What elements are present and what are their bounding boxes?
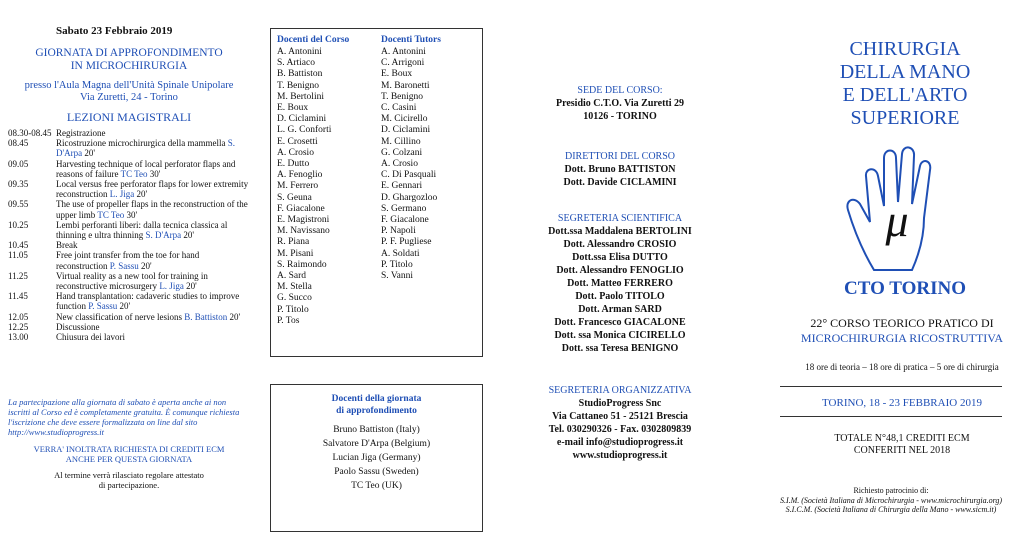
- organizer-line: StudioProgress Snc: [578, 398, 662, 409]
- schedule-speaker: P. Sassu: [109, 260, 139, 271]
- faculty-name: P. Titolo: [277, 304, 309, 315]
- guest-faculty-box: [270, 384, 483, 532]
- segreteria-org-section: [520, 384, 720, 462]
- faculty-name: R. Piana: [277, 237, 310, 248]
- schedule-topic: Break: [56, 240, 78, 251]
- panel-program: [8, 0, 250, 547]
- schedule-duration: 20': [119, 301, 131, 312]
- schedule-row: [8, 220, 250, 240]
- schedule-duration: 20': [136, 189, 148, 200]
- sede-header: SEDE DEL CORSO:: [577, 85, 663, 96]
- segreteria-org-header: SEGRETERIA ORGANIZZATIVA: [548, 385, 692, 396]
- schedule-row: [8, 322, 250, 332]
- faculty-name: L. G. Conforti: [277, 125, 332, 136]
- schedule-time: 08.45: [8, 138, 29, 149]
- schedule-topic: Discussione: [56, 321, 100, 332]
- schedule-time: 12.25: [8, 321, 29, 332]
- schedule-topic: Hand transplantation: cadaveric studies to improve function: [56, 291, 240, 312]
- tutor-name: C. Arrigoni: [381, 58, 425, 69]
- guest-name: Paolo Sassu (Sweden): [334, 467, 419, 477]
- schedule-list: [8, 128, 250, 342]
- guest-name: Bruno Battiston (Italy): [333, 425, 420, 435]
- giornata-header-line1: Docenti della giornata: [331, 394, 422, 404]
- crediti-line2: CONFERITI NEL 2018: [853, 445, 951, 456]
- faculty-box: [270, 28, 483, 357]
- schedule-row: [8, 199, 250, 219]
- schedule-topic: Chiusura dei lavori: [56, 332, 125, 343]
- faculty-name: A. Antonini: [277, 47, 322, 57]
- tutor-name: A. Soldati: [381, 248, 420, 259]
- schedule-time: 13.00: [8, 332, 29, 343]
- schedule-time: 12.05: [8, 311, 29, 322]
- schedule-text: [56, 159, 250, 179]
- schedule-speaker: TC Teo: [120, 168, 148, 179]
- schedule-row: [8, 250, 250, 270]
- schedule-topic: Virtual reality as a new tool for training in reconstructive microsurgery: [56, 270, 208, 292]
- schedule-duration: 20': [186, 281, 197, 292]
- faculty-name: S. Artiaco: [277, 58, 315, 69]
- tutor-name: T. Benigno: [381, 91, 424, 102]
- faculty-name: A. Crosio: [277, 147, 314, 158]
- tutor-name: F. Giacalone: [381, 215, 429, 226]
- segreteria-sci-section: [520, 212, 720, 355]
- title-line: SUPERIORE: [850, 107, 960, 129]
- schedule-text: [56, 199, 250, 219]
- organizer-line: Tel. 030290326 - Fax. 0302809839: [548, 424, 692, 435]
- sede-line1: Presidio C.T.O. Via Zuretti 29: [555, 98, 685, 109]
- docenti-tutors-header: Docenti Tutors: [381, 35, 441, 45]
- ecm-line1: VERRA' INOLTRATA RICHIESTA DI CREDITI ECM: [33, 444, 225, 454]
- event-date: Sabato 23 Febbraio 2019: [56, 25, 173, 37]
- schedule-row: [8, 312, 250, 322]
- tutor-name: M. Cicirello: [381, 114, 428, 125]
- patrocinio-header: Richiesto patrocinio di:: [853, 486, 929, 495]
- tutor-name: P. Titolo: [381, 259, 413, 270]
- faculty-name: A. Fenoglio: [277, 170, 323, 181]
- faculty-name: M. Ferrero: [277, 181, 319, 192]
- certificate-note: [8, 470, 250, 490]
- faculty-name: S. Geuna: [277, 192, 312, 203]
- divider-bottom: [780, 416, 1002, 417]
- cto-torino: CTO TORINO: [844, 278, 966, 299]
- schedule-time: 09.05: [8, 158, 29, 169]
- schedule-time: 11.45: [8, 291, 28, 302]
- schedule-topic: The use of propeller flaps in the reconstruction of the upper limb: [56, 199, 248, 220]
- secretary-name: Dott. ssa Teresa BENIGNO: [561, 343, 679, 354]
- schedule-text: [56, 312, 250, 322]
- tutor-name: E. Gennari: [381, 181, 423, 192]
- direttori-section: [520, 150, 720, 189]
- schedule-topic: Free joint transfer from the toe for hand reconstruction: [56, 250, 200, 271]
- event-title: [8, 47, 250, 73]
- faculty-name: F. Giacalone: [277, 203, 325, 214]
- att-line1: Al termine verrà rilasciato regolare attestato: [54, 470, 204, 480]
- crediti-line1: TOTALE N°48,1 CREDITI ECM: [834, 433, 970, 444]
- att-line2: di partecipazione.: [98, 480, 160, 490]
- course-title: [790, 38, 1020, 130]
- direttori-list: [520, 163, 720, 189]
- segreteria-sci-header: SEGRETERIA SCIENTIFICA: [557, 213, 683, 224]
- event-title-line1: GIORNATA DI APPROFONDIMENTO: [35, 47, 223, 59]
- secretary-name: Dott.ssa Elisa DUTTO: [572, 252, 668, 263]
- schedule-text: [56, 322, 250, 332]
- docenti-corso-list: [277, 47, 331, 327]
- schedule-time: 10.45: [8, 240, 29, 251]
- schedule-time: 11.25: [8, 270, 28, 281]
- schedule-time: 09.35: [8, 179, 29, 190]
- guest-name: Salvatore D'Arpa (Belgium): [322, 439, 431, 449]
- tutor-name: P. Napoli: [381, 226, 416, 237]
- venue-line1: presso l'Aula Magna dell'Unità Spinale Unipolare: [24, 80, 234, 91]
- director-name: Dott. Davide CICLAMINI: [563, 177, 677, 188]
- schedule-text: [56, 271, 250, 291]
- schedule-speaker: L. Jiga: [159, 281, 184, 292]
- schedule-topic: Lembi perforanti liberi: dalla tecnica classica al thinning e ultra thinning: [56, 219, 228, 241]
- secretary-name: Dott. Arman SARD: [578, 304, 662, 315]
- schedule-speaker: S. D'Arpa: [145, 230, 182, 241]
- sede-section: [520, 84, 720, 123]
- schedule-speaker: S. D'Arpa: [56, 138, 236, 159]
- direttori-header: DIRETTORI DEL CORSO: [565, 151, 675, 162]
- schedule-duration: 20': [84, 148, 95, 159]
- tutor-name: P. F. Pugliese: [381, 237, 432, 248]
- event-venue: [8, 80, 250, 104]
- schedule-speaker: P. Sassu: [88, 301, 118, 312]
- schedule-time: 10.25: [8, 219, 29, 230]
- lezioni-heading: LEZIONI MAGISTRALI: [66, 110, 192, 124]
- tutor-name: M. Cillino: [381, 136, 421, 147]
- schedule-topic: Harvesting technique of local perforator flaps and reasons of failure: [56, 158, 236, 179]
- ecm-line2: ANCHE PER QUESTA GIORNATA: [65, 454, 193, 464]
- tutor-name: S. Vanni: [381, 271, 414, 282]
- corso-line2: MICROCHIRURGIA RICOSTRUTTIVA: [800, 331, 1004, 345]
- hand-logo-icon: [840, 138, 955, 278]
- title-line: E DELL'ARTO: [842, 84, 968, 106]
- course-dates: TORINO, 18 - 23 FEBBRAIO 2019: [822, 397, 982, 409]
- tutor-name: C. Di Pasquali: [381, 170, 437, 181]
- divider-top: [780, 386, 1002, 387]
- faculty-name: D. Ciclamini: [277, 114, 327, 125]
- schedule-duration: 30': [149, 168, 161, 179]
- schedule-row: [8, 128, 250, 138]
- faculty-name: E. Crosetti: [277, 136, 318, 147]
- schedule-speaker: L. Jiga: [109, 189, 135, 200]
- schedule-speaker: B. Battiston: [184, 311, 228, 322]
- schedule-topic: New classification of nerve lesions: [56, 311, 182, 322]
- schedule-time: 11.05: [8, 250, 28, 261]
- schedule-row: [8, 240, 250, 250]
- docenti-corso-header: Docenti del Corso: [277, 35, 350, 45]
- schedule-topic: Ricostruzione microchirurgica della mammella: [56, 138, 226, 149]
- venue-line2: Via Zuretti, 24 - Torino: [80, 92, 178, 103]
- secretary-name: Dott. ssa Monica CICIRELLO: [554, 330, 686, 341]
- faculty-name: M. Pisani: [277, 248, 314, 259]
- schedule-text: [56, 128, 250, 138]
- secretary-name: Dott. Francesco GIACALONE: [554, 317, 686, 328]
- faculty-name: E. Magistroni: [277, 215, 330, 226]
- faculty-name: M. Navissano: [277, 226, 330, 237]
- patrocinio: [760, 486, 1022, 515]
- faculty-name: T. Benigno: [277, 80, 320, 91]
- faculty-name: E. Dutto: [277, 159, 310, 170]
- schedule-time: 09.55: [8, 199, 29, 210]
- tutor-name: D. Ciclamini: [381, 125, 431, 136]
- tutor-name: M. Baronetti: [381, 80, 430, 91]
- giornata-header: [271, 393, 482, 417]
- tutor-name: D. Ghargozloo: [381, 192, 438, 203]
- schedule-text: [56, 179, 250, 199]
- schedule-topic: Local versus free perforator flaps for lower extremity reconstruction: [56, 179, 249, 200]
- faculty-name: E. Boux: [277, 103, 309, 114]
- secretary-name: Dott. Alessandro CROSIO: [563, 239, 677, 250]
- schedule-text: [56, 220, 250, 240]
- faculty-name: B. Battiston: [277, 69, 323, 80]
- schedule-row: [8, 138, 250, 158]
- faculty-name: S. Raimondo: [277, 259, 327, 270]
- schedule-duration: 20': [141, 260, 152, 271]
- giornata-list: [271, 423, 482, 493]
- giornata-header-line2: di approfondimento: [336, 406, 417, 416]
- faculty-name: G. Succo: [277, 293, 312, 304]
- schedule-row: [8, 179, 250, 199]
- secretary-name: Dott. Alessandro FENOGLIO: [556, 265, 684, 276]
- secretary-name: Dott. Matteo FERRERO: [567, 278, 673, 289]
- sede-line2: 10126 - TORINO: [583, 111, 657, 122]
- tutor-name: C. Casini: [381, 103, 417, 114]
- faculty-name: M. Bertolini: [277, 91, 324, 102]
- title-line: CHIRURGIA: [849, 38, 961, 60]
- hours-summary: 18 ore di teoria – 18 ore di pratica – 5 ore di chirurgia: [805, 362, 999, 372]
- tutor-name: A. Crosio: [381, 159, 418, 170]
- schedule-duration: 20': [183, 230, 194, 241]
- corso-title: [780, 316, 1024, 346]
- schedule-row: [8, 271, 250, 291]
- schedule-row: [8, 291, 250, 311]
- schedule-row: [8, 332, 250, 342]
- patrocinio-line1: S.I.M. (Società Italiana di Microchirurgia - www.microchirurgia.org): [779, 495, 1003, 505]
- schedule-text: [56, 240, 250, 250]
- schedule-duration: 30': [126, 209, 138, 220]
- schedule-time: 08.30-08.45: [8, 128, 52, 138]
- guest-name: Lucian Jiga (Germany): [332, 453, 421, 463]
- director-name: Dott. Bruno BATTISTON: [564, 164, 676, 175]
- tutor-name: S. Germano: [381, 203, 427, 214]
- faculty-name: A. Sard: [277, 271, 307, 282]
- svg-text:μ: μ: [885, 195, 909, 246]
- schedule-duration: 20': [229, 311, 241, 322]
- ecm-request: [8, 444, 250, 464]
- secretary-name: Dott. Paolo TITOLO: [575, 291, 665, 302]
- event-title-line2: IN MICROCHIRURGIA: [70, 60, 188, 72]
- segreteria-sci-list: [520, 225, 720, 355]
- schedule-text: [56, 250, 250, 270]
- ecm-credits: [780, 433, 1024, 457]
- participation-note: La partecipazione alla giornata di sabato è aperta anche ai non iscritti al Corso ed è completamente gratuita. È comunque richiesta l'iscrizione che deve essere formalizzata on line dal sito http://www.studioprogress.it: [8, 397, 240, 437]
- faculty-name: P. Tos: [277, 315, 300, 326]
- organizer-line: Via Cattaneo 51 - 25121 Brescia: [552, 411, 688, 422]
- organizer-line: e-mail info@studioprogress.it: [556, 437, 684, 448]
- segreteria-org-list: [520, 397, 720, 462]
- corso-line1: 22° CORSO TEORICO PRATICO DI: [810, 316, 994, 330]
- title-line: DELLA MANO: [839, 61, 971, 83]
- schedule-speaker: TC Teo: [97, 209, 125, 220]
- patrocinio-line2: S.I.C.M. (Società Italiana di Chirurgia della Mano - www.sicm.it): [785, 505, 997, 514]
- schedule-text: [56, 291, 250, 311]
- schedule-topic: Registrazione: [56, 128, 106, 138]
- tutor-name: E. Boux: [381, 69, 413, 80]
- faculty-name: M. Stella: [277, 282, 312, 293]
- tutor-name: A. Antonini: [381, 47, 426, 57]
- tutor-name: G. Colzani: [381, 147, 423, 158]
- secretary-name: Dott.ssa Maddalena BERTOLINI: [548, 226, 692, 237]
- schedule-row: [8, 159, 250, 179]
- guest-name: TC Teo (UK): [351, 481, 402, 491]
- docenti-tutors-list: [381, 47, 437, 282]
- schedule-text: [56, 332, 250, 342]
- organizer-line: www.studioprogress.it: [572, 450, 668, 461]
- schedule-text: [56, 138, 250, 158]
